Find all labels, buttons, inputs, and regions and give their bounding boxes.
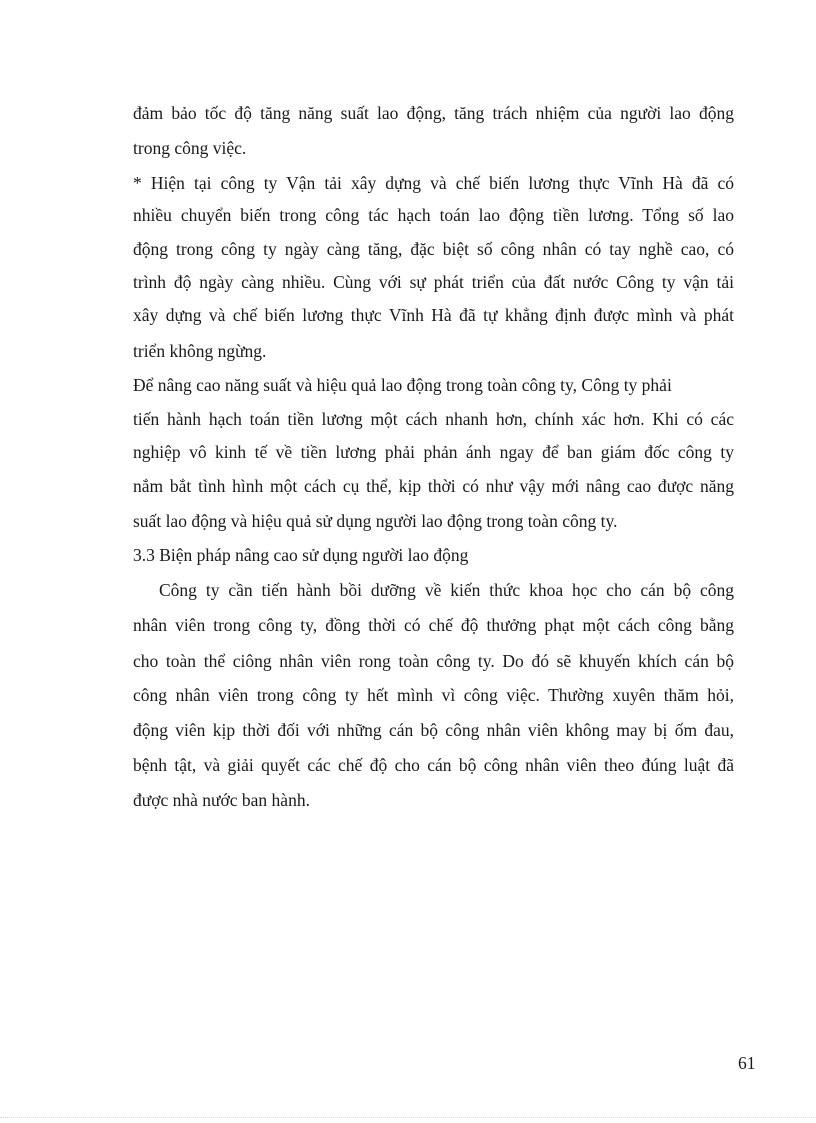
- body-text-line: xây dựng và chế biến lương thực Vĩnh Hà đã tự khẳng định được mình và phát: [133, 305, 734, 325]
- page-bottom-border: [0, 1117, 816, 1118]
- body-text-line: triển không ngừng.: [133, 341, 267, 361]
- body-text-line: được nhà nước ban hành.: [133, 790, 310, 810]
- body-text-line: trình độ ngày càng nhiều. Cùng với sự phát triển của đất nước Công ty vận tải: [133, 272, 734, 292]
- body-text-line: động trong công ty ngày càng tăng, đặc biệt số công nhân có tay nghề cao, có: [133, 239, 734, 259]
- body-text-line: công nhân viên trong công ty hết mình vì công việc. Thường xuyên thăm hỏi,: [133, 685, 734, 705]
- body-text-line: đảm bảo tốc độ tăng năng suất lao động, tăng trách nhiệm của người lao động: [133, 103, 734, 123]
- page-number: 61: [738, 1053, 756, 1073]
- body-text-line: * Hiện tại công ty Vận tải xây dựng và chế biến lương thực Vĩnh Hà đã có: [133, 173, 734, 193]
- body-text-line: bệnh tật, và giải quyết các chế độ cho cán bộ công nhân viên theo đúng luật đã: [133, 755, 734, 775]
- body-text-line: suất lao động và hiệu quả sử dụng người lao động trong toàn công ty.: [133, 511, 618, 531]
- body-text-line: nhân viên trong công ty, đồng thời có chế độ thưởng phạt một cách công bằng: [133, 615, 734, 635]
- body-text-line: Để nâng cao năng suất và hiệu quả lao động trong toàn công ty, Công ty phải: [133, 375, 672, 395]
- body-text-line: Công ty cần tiến hành bồi dưỡng về kiến thức khoa học cho cán bộ công: [159, 580, 734, 600]
- body-text-line: nắm bắt tình hình một cách cụ thể, kịp thời có như vậy mới nâng cao được năng: [133, 476, 734, 496]
- body-text-line: nghiệp vô kinh tế về tiền lương phải phản ánh ngay để ban giám đốc công ty: [133, 442, 734, 462]
- body-text-line: tiến hành hạch toán tiền lương một cách nhanh hơn, chính xác hơn. Khi có các: [133, 409, 734, 429]
- body-text-line: nhiều chuyển biến trong công tác hạch toán lao động tiền lương. Tổng số lao: [133, 205, 734, 225]
- body-text-line: trong công việc.: [133, 138, 247, 158]
- body-text-line: cho toàn thể ciông nhân viên rong toàn công ty. Do đó sẽ khuyến khích cán bộ: [133, 651, 734, 671]
- body-text-line: động viên kịp thời đối với những cán bộ công nhân viên không may bị ốm đau,: [133, 720, 734, 740]
- section-heading: 3.3 Biện pháp nâng cao sử dụng người lao động: [133, 545, 469, 565]
